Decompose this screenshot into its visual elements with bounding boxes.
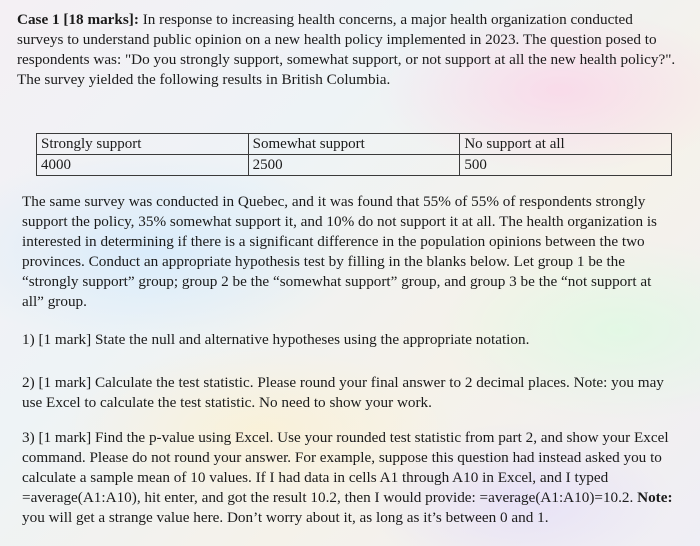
table-value-cell: 2500 (248, 155, 460, 176)
table-header-cell: No support at all (460, 134, 672, 155)
question-1: 1) [1 mark] State the null and alternative hypotheses using the appropriate notation. (22, 331, 530, 348)
case-heading: Case 1 [18 marks]: (17, 11, 139, 28)
table-value-cell: 4000 (37, 155, 249, 176)
table-value-row (37, 155, 672, 176)
table-header-cell: Strongly support (37, 134, 249, 155)
case-intro-text: In response to increasing health concerns, a major health organization conducted surveys to understand public opinion on a new health policy implemented in 2023. The question posed to respondents was: "Do you strongly support, somewhat support, or not support at all the new health policy?". The survey yielded the following results in British Columbia. (17, 11, 676, 88)
table-header-cell: Somewhat support (248, 134, 460, 155)
question-2: 2) [1 mark] Calculate the test statistic. Please round your final answer to 2 decimal places. Note: you may use Excel to calculate the test statistic. No need to show your work. (22, 374, 664, 411)
table-header-row (37, 134, 672, 155)
table-value-cell: 500 (460, 155, 672, 176)
question-3-note-text: you will get a strange value here. Don’t worry about it, as long as it’s between 0 and 1. (22, 509, 549, 526)
case-intro (17, 10, 677, 90)
quebec-paragraph: The same survey was conducted in Quebec, and it was found that 55% of 55% of respondents strongly support the policy, 35% somewhat support it, and 10% do not support it at all. The health organization is interested in determining if there is a significant difference in the population opinions between the two provinces. Conduct an appropriate hypothesis test by filling in the blanks below. Let group 1 be the “strongly support” group; group 2 be the “somewhat support” group, and group 3 be the “not support at all” group. (22, 193, 657, 310)
question-3-text: 3) [1 mark] Find the p-value using Excel. Use your rounded test statistic from part 2, and show your Excel command. Please do not round your answer. For example, suppose this question had instead asked you to calculate a sample mean of 10 values. If I had data in cells A1 through A10 in Excel, and I typed =average(A1:A10), hit enter, and got the result 10.2, then I would provide: =average(A1:A10)=10.2. (22, 429, 669, 506)
question-3-note-label: Note: (637, 489, 673, 506)
survey-results-table (36, 133, 672, 176)
question-3 (22, 428, 677, 528)
